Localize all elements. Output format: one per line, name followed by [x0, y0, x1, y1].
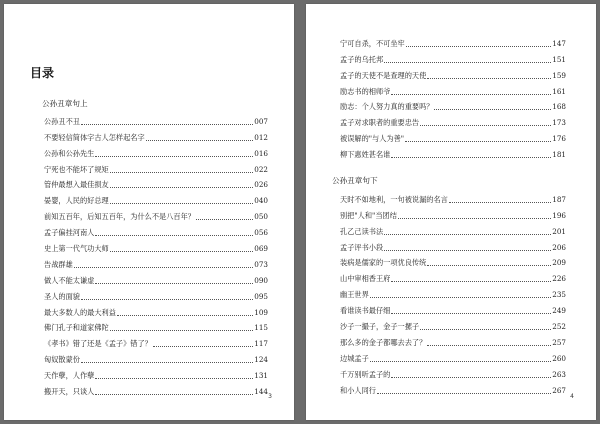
toc-entry[interactable]: [340, 81, 566, 97]
toc-entry[interactable]: [340, 380, 566, 396]
toc-entry[interactable]: [340, 300, 566, 316]
page-number: 4: [570, 393, 574, 400]
toc-entry-title: 晏婴，人民的好总理: [44, 196, 109, 206]
dot-leader: [110, 250, 254, 252]
dot-leader: [391, 312, 551, 314]
toc-entry-page: 007: [254, 116, 268, 126]
dot-leader: [405, 140, 551, 142]
dot-leader: [81, 123, 253, 125]
page-number: 3: [268, 393, 272, 400]
toc-entry-page: 267: [552, 385, 566, 395]
toc-entry[interactable]: [340, 332, 566, 348]
toc-entry-title: 被误解的"与人为善": [340, 134, 405, 144]
toc-entry-page: 201: [552, 226, 566, 236]
dot-leader: [110, 202, 254, 204]
toc-entry-title: 孟子偏挂河南人: [44, 228, 95, 238]
toc-entry-page: 026: [254, 180, 268, 190]
dot-leader: [434, 108, 551, 110]
toc-entry-page: 209: [552, 258, 566, 268]
dot-leader: [384, 249, 551, 251]
toc-entry[interactable]: [340, 364, 566, 380]
toc-entry[interactable]: [44, 111, 268, 127]
dot-leader: [384, 61, 551, 63]
dot-leader: [370, 360, 552, 362]
toc-entry-title: 佛门孔子和道家佛陀: [44, 323, 109, 333]
toc-entry-title: 不要轻信简体字古人怎样起名字: [44, 132, 145, 142]
dot-leader: [95, 377, 253, 379]
toc-entry-page: 181: [552, 150, 566, 160]
toc-entry[interactable]: [44, 381, 268, 397]
toc-entry-page: 069: [254, 244, 268, 254]
toc-entry[interactable]: [44, 333, 268, 349]
toc-entry-title: 山中审相香王府: [340, 274, 391, 284]
toc-entry-title: 孟子对求职者的重要忠告: [340, 118, 420, 128]
toc-entry-page: 147: [552, 38, 566, 48]
dot-leader: [95, 234, 253, 236]
toc-entry-page: 260: [552, 353, 566, 363]
dot-leader: [377, 392, 551, 394]
toc-entry-title: 做人不能太谦虚: [44, 275, 95, 285]
toc-entry-page: 252: [552, 322, 566, 332]
dot-leader: [406, 45, 552, 47]
toc-entry-list: [44, 111, 268, 397]
dot-leader: [370, 296, 552, 298]
toc-entry-page: 151: [552, 54, 566, 64]
toc-entry[interactable]: [44, 238, 268, 254]
dot-leader: [110, 171, 254, 173]
toc-entry[interactable]: [44, 190, 268, 206]
toc-entry-title: 公孙丑不丑: [44, 116, 80, 126]
toc-entry[interactable]: [340, 348, 566, 364]
toc-entry-list: [340, 33, 566, 160]
toc-entry[interactable]: [340, 316, 566, 332]
dot-leader: [81, 298, 253, 300]
toc-entry[interactable]: [44, 206, 268, 222]
toc-entry-title: 励志：个人努力真的重要吗？: [340, 102, 434, 112]
toc-entry-page: 040: [254, 196, 268, 206]
dot-leader: [110, 186, 254, 188]
toc-entry-page: 117: [254, 339, 268, 349]
toc-entry[interactable]: [44, 175, 268, 191]
toc-entry[interactable]: [44, 302, 268, 318]
toc-entry-title: 别把"人和"当团结: [340, 210, 397, 220]
toc-entry[interactable]: [340, 33, 566, 49]
dot-leader: [153, 345, 253, 347]
dot-leader: [427, 264, 551, 266]
toc-entry-title: 匈奴散蒙份: [44, 355, 80, 365]
toc-entry[interactable]: [340, 112, 566, 128]
dot-leader: [146, 139, 254, 141]
right-page: [306, 4, 596, 420]
toc-entry-title: 宁死也不能坏了规矩: [44, 164, 109, 174]
toc-entry-title: 告战群雄: [44, 259, 73, 269]
toc-entry[interactable]: [44, 143, 268, 159]
toc-entry-title: 公孙和公孙先生: [44, 148, 95, 158]
toc-entry-title: 孟子评书小段: [340, 242, 384, 252]
toc-entry[interactable]: [340, 221, 566, 237]
toc-entry-title: 孟子的天使不是查理的天使: [340, 70, 427, 80]
toc-entry-page: 022: [254, 164, 268, 174]
toc-entry[interactable]: [340, 65, 566, 81]
toc-entry-page: 090: [254, 275, 268, 285]
toc-entry-title: 柳下惠姓甚名谁: [340, 150, 391, 160]
dot-leader: [398, 217, 551, 219]
dot-leader: [427, 344, 551, 346]
toc-entry-title: 史上第一代气功大师: [44, 244, 109, 254]
toc-entry-page: 016: [254, 148, 268, 158]
toc-entry-page: 115: [254, 323, 268, 333]
toc-entry[interactable]: [44, 254, 268, 270]
toc-entry-page: 095: [254, 291, 268, 301]
toc-entry[interactable]: [44, 349, 268, 365]
dot-leader: [95, 155, 253, 157]
toc-entry-title: 管仲最想入最佳损友: [44, 180, 109, 190]
toc-entry-page: 168: [552, 102, 566, 112]
toc-entry-page: 159: [552, 70, 566, 80]
toc-entry-page: 187: [552, 194, 566, 204]
section-title: 公孙丑章句下: [332, 176, 378, 185]
toc-entry-page: 263: [552, 369, 566, 379]
toc-entry[interactable]: [44, 318, 268, 334]
toc-entry-page: 124: [254, 355, 268, 365]
toc-entry-page: 226: [552, 274, 566, 284]
toc-entry[interactable]: [340, 284, 566, 300]
toc-entry-page: 257: [552, 337, 566, 347]
toc-entry-page: 012: [254, 132, 268, 142]
toc-entry-page: 249: [552, 306, 566, 316]
toc-entry-title: 边城孟子: [340, 353, 369, 363]
toc-entry-title: 宁可自杀，不可坐牢: [340, 38, 405, 48]
toc-entry-page: 235: [552, 290, 566, 300]
toc-entry-page: 131: [254, 371, 268, 381]
toc-entry[interactable]: [44, 127, 268, 143]
toc-entry-page: 109: [254, 307, 268, 317]
section-title: 公孙丑章句上: [42, 99, 88, 108]
toc-entry-page: 176: [552, 134, 566, 144]
toc-entry-page: 196: [552, 210, 566, 220]
toc-entry[interactable]: [340, 189, 566, 205]
toc-entry-title: 励志书的相师爷: [340, 86, 391, 96]
toc-entry-title: 沙子一撮子，金子一摞子: [340, 322, 420, 332]
toc-entry-title: 《孝书》错了还是《孟子》错了？: [44, 339, 152, 349]
dot-leader: [420, 124, 551, 126]
toc-entry[interactable]: [340, 97, 566, 113]
toc-entry-title: 圣人的面貌: [44, 291, 80, 301]
dot-leader: [391, 156, 551, 158]
dot-leader: [95, 282, 253, 284]
toc-entry-page: 173: [552, 118, 566, 128]
toc-entry-page: 206: [552, 242, 566, 252]
toc-entry[interactable]: [44, 365, 268, 381]
dot-leader: [420, 328, 551, 330]
toc-entry[interactable]: [340, 253, 566, 269]
dot-leader: [196, 218, 253, 220]
dot-leader: [391, 93, 551, 95]
toc-entry-title: 和小人同行: [340, 385, 376, 395]
dot-leader: [391, 376, 551, 378]
toc-entry-page: 073: [254, 259, 268, 269]
toc-entry[interactable]: [44, 286, 268, 302]
toc-entry-title: 前知五百年，后知五百年，为什么不是八百年？: [44, 212, 195, 222]
toc-entry-title: 那么多的金子都哪去去了？: [340, 337, 427, 347]
toc-entry-page: 050: [254, 212, 268, 222]
dot-leader: [95, 393, 253, 395]
toc-entry[interactable]: [340, 128, 566, 144]
toc-entry-page: 161: [552, 86, 566, 96]
toc-entry-title: 天时不如地利，一句被说漏的名言: [340, 194, 448, 204]
toc-title: 目录: [30, 66, 55, 80]
left-page: [4, 4, 294, 420]
toc-entry-title: 天作孽，人作孽: [44, 371, 95, 381]
dot-leader: [449, 201, 551, 203]
toc-entry-title: 千万别听孟子的: [340, 369, 391, 379]
toc-entry-page: 056: [254, 228, 268, 238]
dot-leader: [117, 314, 253, 316]
toc-entry-title: 装病是儒家的一项优良传统: [340, 258, 427, 268]
toc-entry[interactable]: [340, 49, 566, 65]
toc-entry-page: 144: [254, 387, 268, 397]
toc-entry[interactable]: [44, 222, 268, 238]
toc-entry-list: [340, 189, 566, 396]
dot-leader: [110, 329, 254, 331]
toc-entry-title: 看谁读书最仔细: [340, 306, 391, 316]
toc-entry-title: 孟子的乌托邦: [340, 54, 384, 64]
toc-entry-title: 最大多数人的最大利益: [44, 307, 116, 317]
dot-leader: [81, 361, 253, 363]
toc-entry-title: 幽王世界: [340, 290, 369, 300]
toc-entry[interactable]: [340, 205, 566, 221]
toc-entry[interactable]: [340, 268, 566, 284]
toc-entry[interactable]: [340, 237, 566, 253]
dot-leader: [384, 233, 551, 235]
dot-leader: [391, 280, 551, 282]
dot-leader: [74, 266, 254, 268]
toc-entry[interactable]: [44, 159, 268, 175]
toc-entry[interactable]: [340, 144, 566, 160]
toc-entry-title: 孔乙己读书法: [340, 226, 384, 236]
toc-entry-title: 搬开天，只谈人: [44, 387, 95, 397]
dot-leader: [427, 77, 551, 79]
toc-entry[interactable]: [44, 270, 268, 286]
